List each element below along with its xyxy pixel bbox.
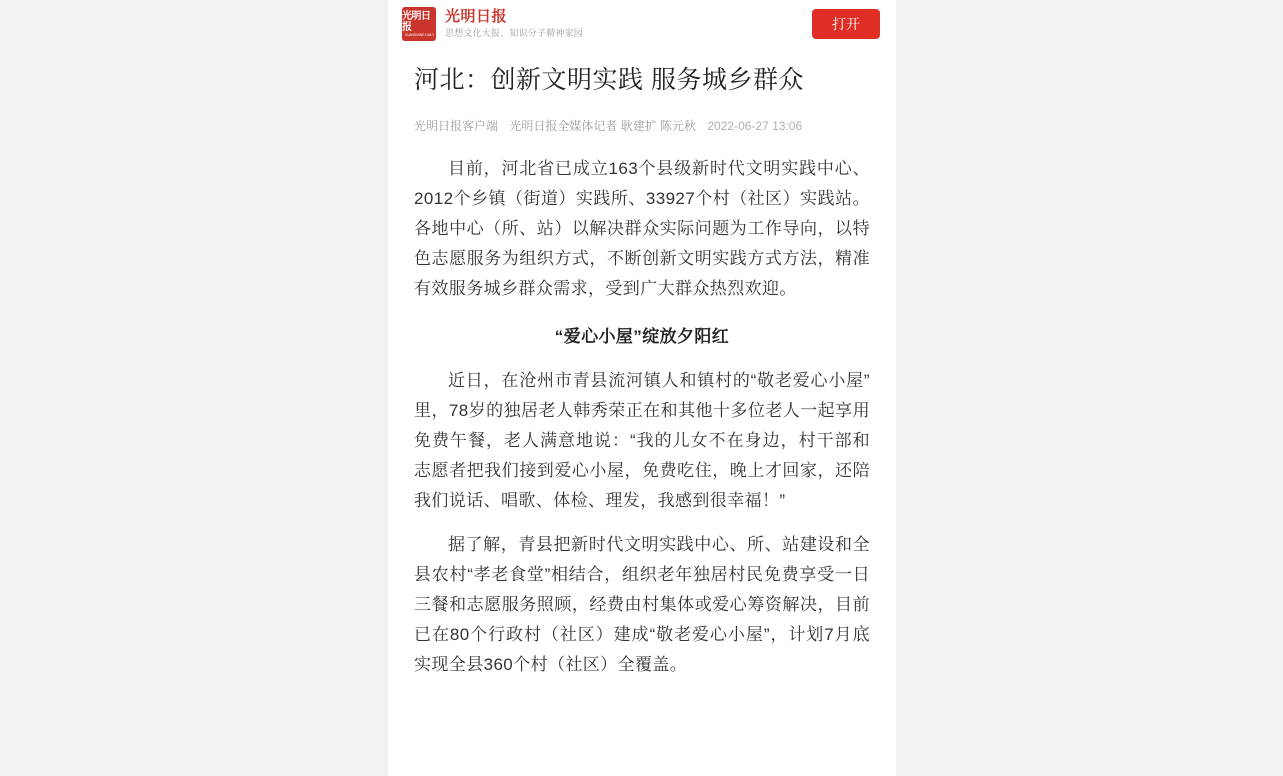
guangming-logo-icon: [402, 7, 436, 41]
logo-chinese-text: 光明日报: [402, 10, 431, 33]
meta-date: 2022-06-27 13:06: [707, 119, 803, 133]
page-title: 河北：创新文明实践 服务城乡群众: [414, 66, 804, 94]
article-content: [414, 154, 870, 680]
meta-author: 光明日报全媒体记者 耿建扩 陈元秋: [509, 119, 697, 133]
article-frame: [388, 0, 896, 776]
article-paragraph: 目前，河北省已成立163个县级新时代文明实践中心、2012个乡镇（街道）实践所、33927个村（社区）实践站。各地中心（所、站）以解决群众实际问题为工作导向，以特色志愿服务为组织方式，不断创新文明实践方式方法，精准有效服务城乡群众需求，受到广大群众热烈欢迎。: [414, 159, 870, 298]
brand-block: [445, 8, 812, 40]
article-meta: [414, 118, 870, 134]
brand-slogan: 思想文化大报、知识分子精神家园: [445, 28, 584, 38]
article-paragraph: 近日，在沧州市青县流河镇人和镇村的“敬老爱心小屋”里，78岁的独居老人韩秀荣正在和其他十多位老人一起享用免费午餐，老人满意地说：“我的儿女不在身边，村干部和志愿者把我们接到爱心小屋，免费吃住，晚上才回家，还陪我们说话、唱歌、体检、理发，我感到很幸福！”: [414, 371, 870, 510]
article-body: [388, 62, 896, 680]
meta-source: 光明日报客户端: [414, 119, 499, 133]
article-subheading: “爱心小屋”绽放夕阳红: [554, 327, 730, 346]
brand-name: 光明日报: [445, 8, 508, 25]
site-header: [388, 0, 896, 48]
article-paragraph: 据了解，青县把新时代文明实践中心、所、站建设和全县农村“孝老食堂”相结合，组织老年独居村民免费享受一日三餐和志愿服务照顾，经费由村集体或爱心筹资解决，目前已在80个行政村（社区）建成“敬老爱心小屋”，计划7月底实现全县360个村（社区）全覆盖。: [414, 535, 870, 674]
open-app-button[interactable]: 打开: [812, 9, 880, 39]
logo-english-text: GUANGMING DAILY: [404, 32, 434, 37]
